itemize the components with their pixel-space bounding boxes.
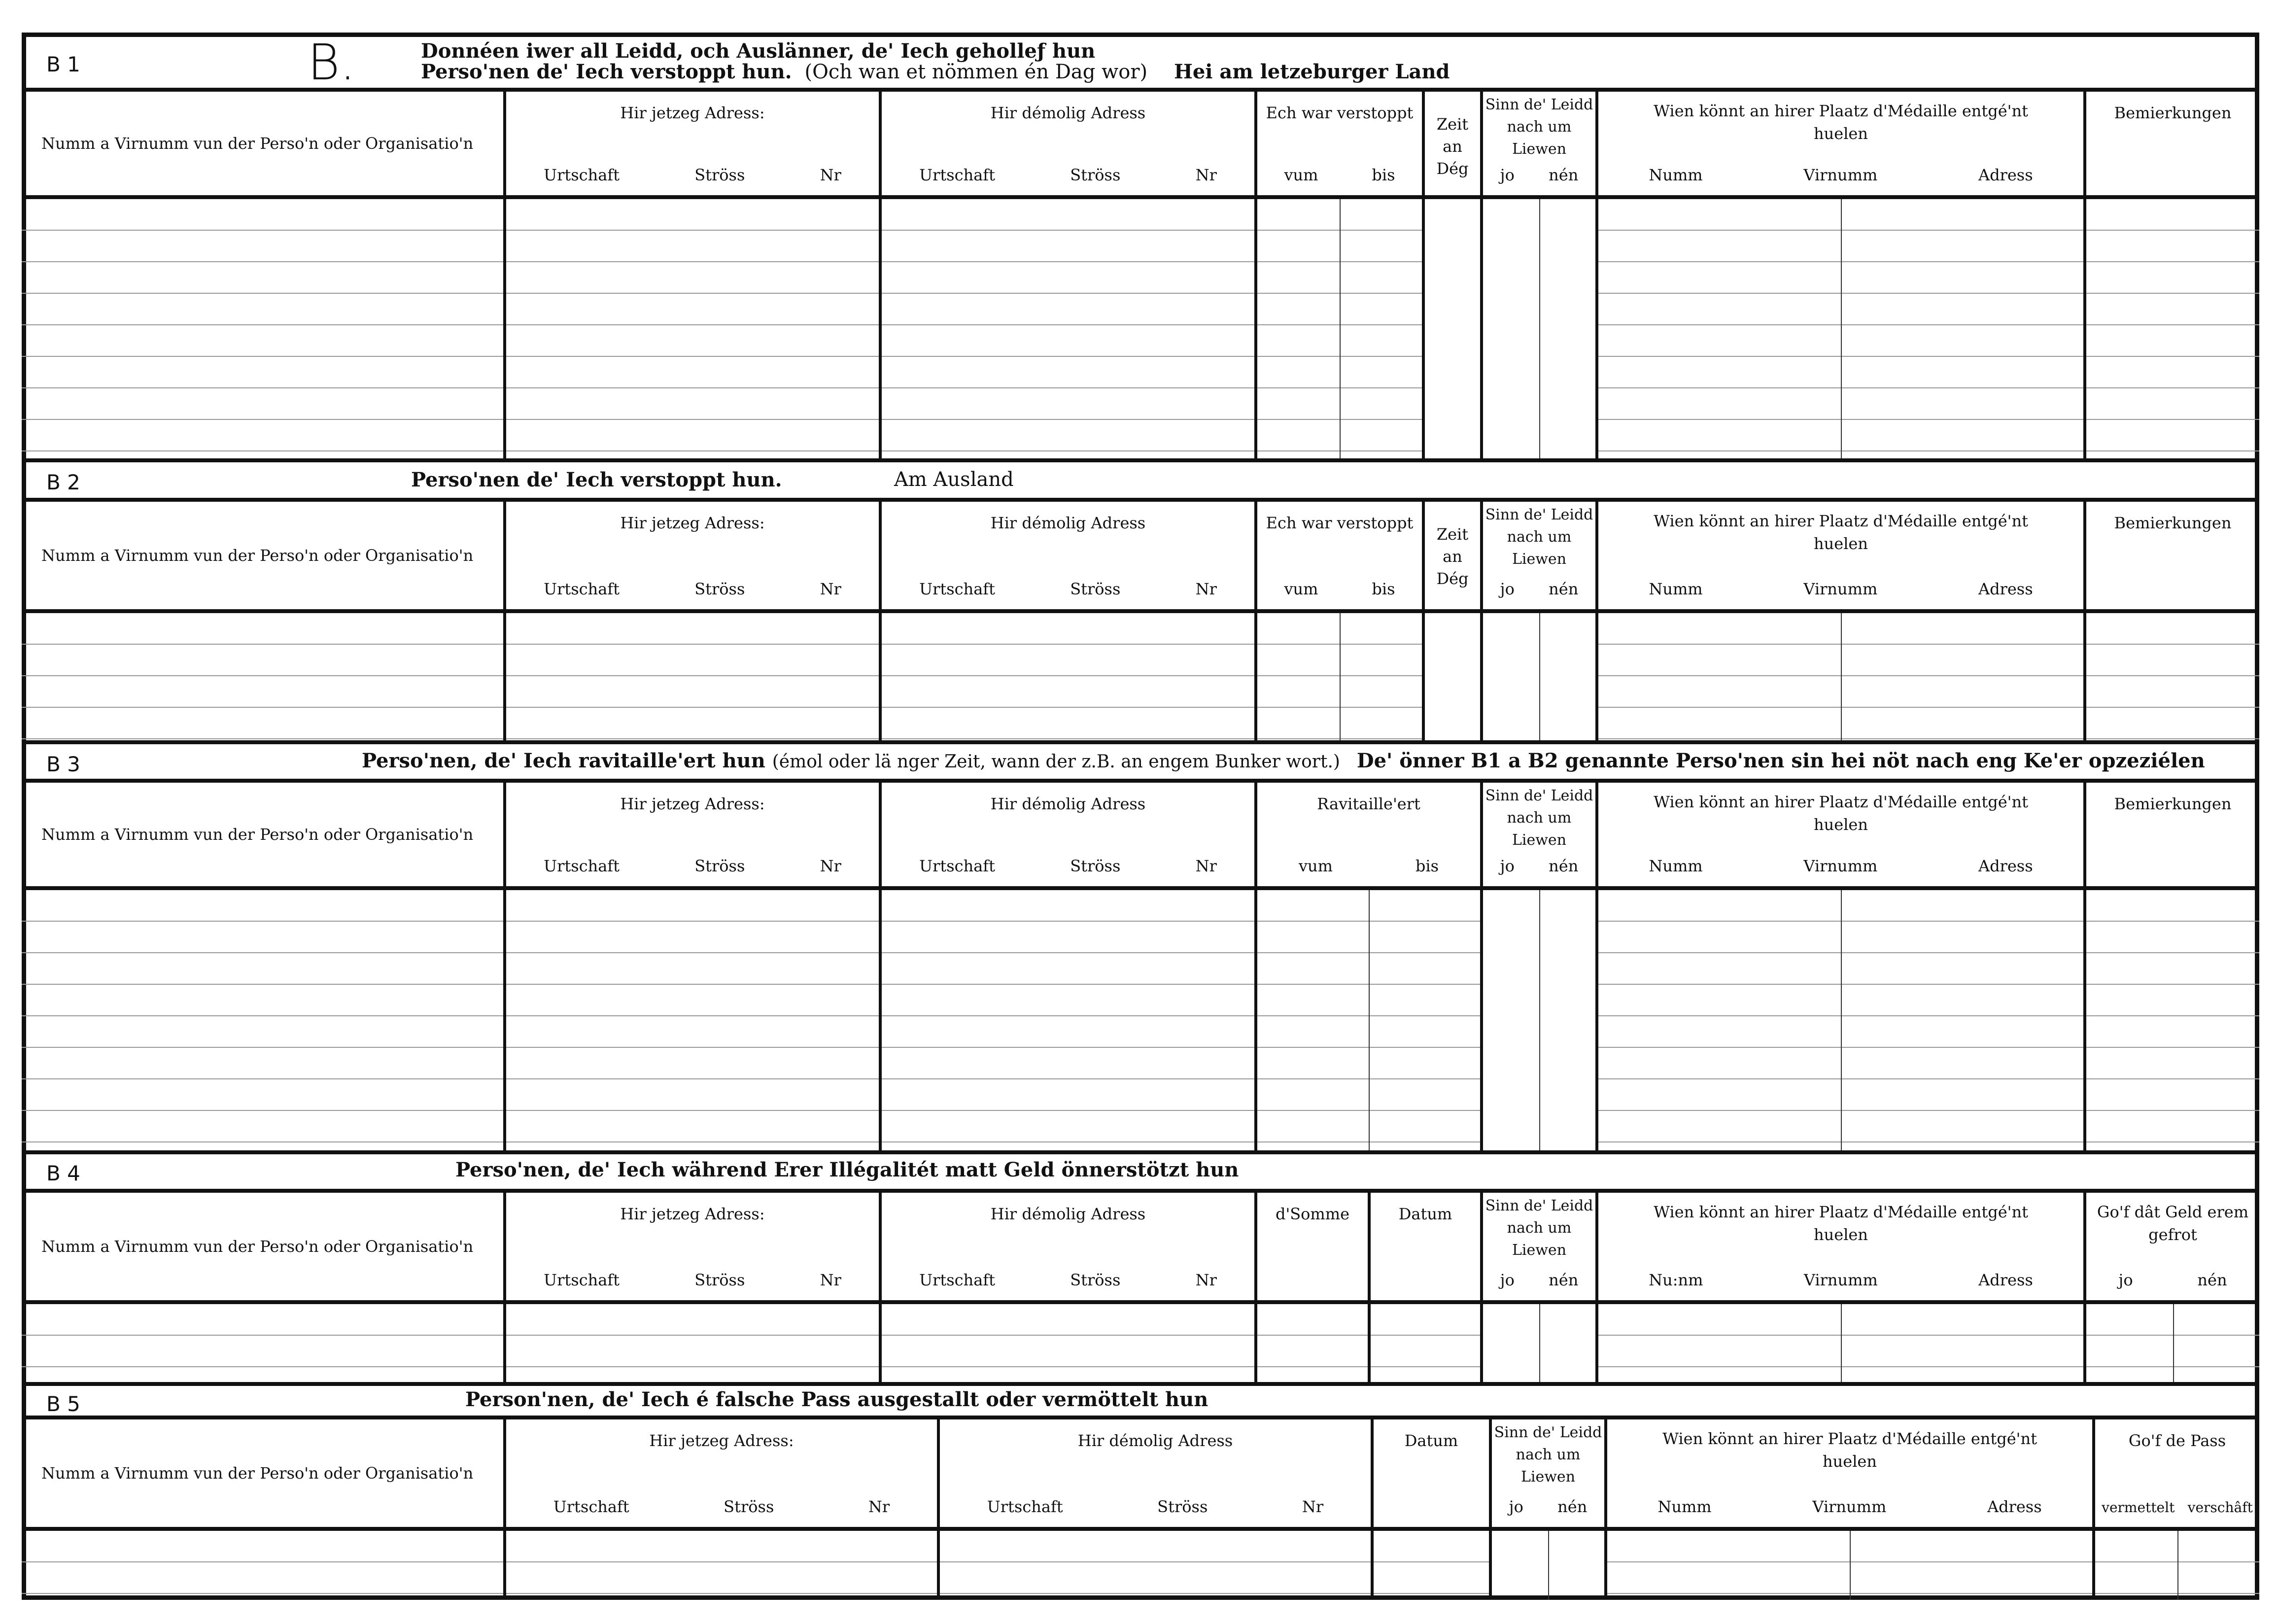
section-id: B 2	[46, 470, 80, 494]
col-former-address: Hir démolig Adress Urtschaft Ströss Nr	[880, 1193, 1256, 1302]
col-alive: Sinn de' Leidd nach um Liewen jo nén	[1482, 92, 1597, 197]
col-former-address: Hir démolig Adress Urtschaft Ströss Nr	[880, 502, 1256, 611]
col-alive: Sinn de' Leidd nach um Liewen jo nén	[1482, 502, 1597, 611]
cell-former-address[interactable]	[938, 1529, 1372, 1600]
section-b4-header	[22, 1154, 2259, 1189]
col-name: Numm a Virnumm vun der Perso'n oder Organisatio'n	[22, 1419, 505, 1529]
section-id: B 3	[46, 752, 80, 776]
col-current-address: Hir jetzeg Adress: Urtschaft Ströss Nr	[505, 783, 880, 888]
col-current-address: Hir jetzeg Adress: Urtschaft Ströss Nr	[505, 502, 880, 611]
col-medal: Wien könnt an hirer Plaatz d'Médaille entgé'nt huelen Numm Virnumm Adress	[1597, 502, 2085, 611]
cell-current-address[interactable]	[505, 1529, 938, 1600]
col-date: Datum	[1372, 1419, 1490, 1529]
section-title: Donnéen iwer all Leidd, och Auslänner, de' Iech geholleƒ hun	[421, 39, 1096, 63]
cell-refund[interactable]	[2085, 1302, 2259, 1382]
col-former-address: Hir démolig Adress Urtschaft Ströss Nr	[880, 783, 1256, 888]
title-part: Perso'nen, de' Iech ravitaille'ert hun	[362, 749, 765, 772]
col-hidden: Ech war verstoppt vum bis	[1256, 92, 1423, 197]
col-current-address: Hir jetzeg Adress: Urtschaft Ströss Nr	[505, 1419, 938, 1529]
cell-alive[interactable]	[1490, 1529, 1606, 1600]
section-title: Perso'nen de' Iech verstoppt hun.	[411, 468, 782, 491]
section-b2-header	[22, 462, 2259, 498]
cell-hidden[interactable]	[1256, 197, 1423, 458]
col-supplied: Ravitaille'ert vum bis	[1256, 783, 1482, 888]
section-id: B 1	[46, 52, 80, 76]
cell-former-address[interactable]	[880, 888, 1256, 1150]
col-name: Numm a Virnumm vun der Perso'n oder Organisatio'n	[22, 92, 505, 197]
cell-medal[interactable]	[1597, 611, 2085, 740]
table-b2	[22, 498, 2259, 744]
col-remarks: Bemierkungen	[2085, 783, 2259, 888]
cell-hidden[interactable]	[1256, 611, 1423, 740]
col-alive: Sinn de' Leidd nach um Liewen jo nén	[1490, 1419, 1606, 1529]
cell-current-address[interactable]	[505, 1302, 880, 1382]
section-title	[362, 749, 2205, 772]
section-b1-header	[22, 33, 2259, 91]
col-name: Numm a Virnumm vun der Perso'n oder Organisatio'n	[22, 1193, 505, 1302]
col-time: Zeit an Dég	[1423, 502, 1482, 611]
cell-name[interactable]	[22, 888, 505, 1150]
section-title-suffix: Am Ausland	[894, 468, 1014, 491]
col-sum: d'Somme	[1256, 1193, 1369, 1302]
col-name: Numm a Virnumm vun der Perso'n oder Organisatio'n	[22, 502, 505, 611]
col-current-address: Hir jetzeg Adress: Urtschaft Ströss Nr	[505, 1193, 880, 1302]
cell-former-address[interactable]	[880, 1302, 1256, 1382]
section-title-line2	[421, 60, 1450, 83]
cell-date[interactable]	[1369, 1302, 1482, 1382]
section-id: B 4	[46, 1161, 80, 1185]
col-alive: Sinn de' Leidd nach um Liewen jo nén	[1482, 783, 1597, 888]
col-former-address: Hir démolig Adress Urtschaft Ströss Nr	[880, 92, 1256, 197]
col-name: Numm a Virnumm vun der Perso'n oder Organisatio'n	[22, 783, 505, 888]
title-paren: (émol oder lä nger Zeit, wann der z.B. an engem Bunker wort.)	[772, 752, 1340, 772]
col-date: Datum	[1369, 1193, 1482, 1302]
col-medal: Wien könnt an hirer Plaatz d'Médaille entgé'nt huelen Numm Virnumm Adress	[1606, 1419, 2094, 1529]
cell-name[interactable]	[22, 611, 505, 740]
table-b1	[22, 88, 2259, 462]
col-medal: Wien könnt an hirer Plaatz d'Médaille entgé'nt huelen Numm Virnumm Adress	[1597, 92, 2085, 197]
cell-current-address[interactable]	[505, 611, 880, 740]
cell-date[interactable]	[1372, 1529, 1490, 1600]
cell-medal[interactable]	[1597, 1302, 2085, 1382]
title-paren: (Och wan et nömmen én Dag wor)	[804, 61, 1148, 83]
section-id: B 5	[46, 1392, 80, 1416]
cell-remarks[interactable]	[2085, 611, 2259, 740]
cell-name[interactable]	[22, 1302, 505, 1382]
cell-medal[interactable]	[1597, 197, 2085, 458]
cell-alive[interactable]	[1482, 1302, 1597, 1382]
cell-medal[interactable]	[1597, 888, 2085, 1150]
cell-medal[interactable]	[1606, 1529, 2094, 1600]
cell-remarks[interactable]	[2085, 197, 2259, 458]
cell-name[interactable]	[22, 197, 505, 458]
col-alive: Sinn de' Leidd nach um Liewen jo nén	[1482, 1193, 1597, 1302]
col-remarks: Bemierkungen	[2085, 92, 2259, 197]
col-hidden: Ech war verstoppt vum bis	[1256, 502, 1423, 611]
title-suffix: Hei am letzeburger Land	[1174, 60, 1450, 83]
title-suffix: De' önner B1 a B2 genannte Perso'nen sin hei nöt nach eng Ke'er opzeziélen	[1356, 749, 2205, 772]
col-refund: Go'f dât Geld erem gefrot jo nén	[2085, 1193, 2259, 1302]
cell-current-address[interactable]	[505, 197, 880, 458]
cell-pass[interactable]	[2094, 1529, 2259, 1600]
title-part: Perso'nen de' Iech verstoppt hun.	[421, 60, 792, 83]
table-b5	[22, 1416, 2259, 1600]
cell-alive[interactable]	[1482, 197, 1597, 458]
table-b4	[22, 1189, 2259, 1386]
cell-time[interactable]	[1423, 197, 1482, 458]
cell-current-address[interactable]	[505, 888, 880, 1150]
col-former-address: Hir démolig Adress Urtschaft Ströss Nr	[938, 1419, 1372, 1529]
cell-name[interactable]	[22, 1529, 505, 1600]
table-b3	[22, 779, 2259, 1154]
cell-sum[interactable]	[1256, 1302, 1369, 1382]
cell-time[interactable]	[1423, 611, 1482, 740]
cell-supplied[interactable]	[1256, 888, 1482, 1150]
cell-former-address[interactable]	[880, 611, 1256, 740]
col-pass: Go'f de Pass vermettelt verschâft	[2094, 1419, 2259, 1529]
col-current-address: Hir jetzeg Adress: Urtschaft Ströss Nr	[505, 92, 880, 197]
col-medal: Wien könnt an hirer Plaatz d'Médaille entgé'nt huelen Numm Virnumm Adress	[1597, 783, 2085, 888]
section-letter: B.	[308, 34, 356, 91]
cell-remarks[interactable]	[2085, 888, 2259, 1150]
section-title: Person'nen, de' Iech é falsche Pass ausgestallt oder vermöttelt hun	[465, 1388, 1209, 1411]
col-time: Zeit an Dég	[1423, 92, 1482, 197]
cell-alive[interactable]	[1482, 888, 1597, 1150]
col-remarks: Bemierkungen	[2085, 502, 2259, 611]
cell-former-address[interactable]	[880, 197, 1256, 458]
section-title: Perso'nen, de' Iech während Erer Illégalitét matt Geld önnerstötzt hun	[455, 1158, 1239, 1181]
section-b3-header	[22, 744, 2259, 779]
cell-alive[interactable]	[1482, 611, 1597, 740]
col-medal: Wien könnt an hirer Plaatz d'Médaille entgé'nt huelen Nu:nm Virnumm Adress	[1597, 1193, 2085, 1302]
